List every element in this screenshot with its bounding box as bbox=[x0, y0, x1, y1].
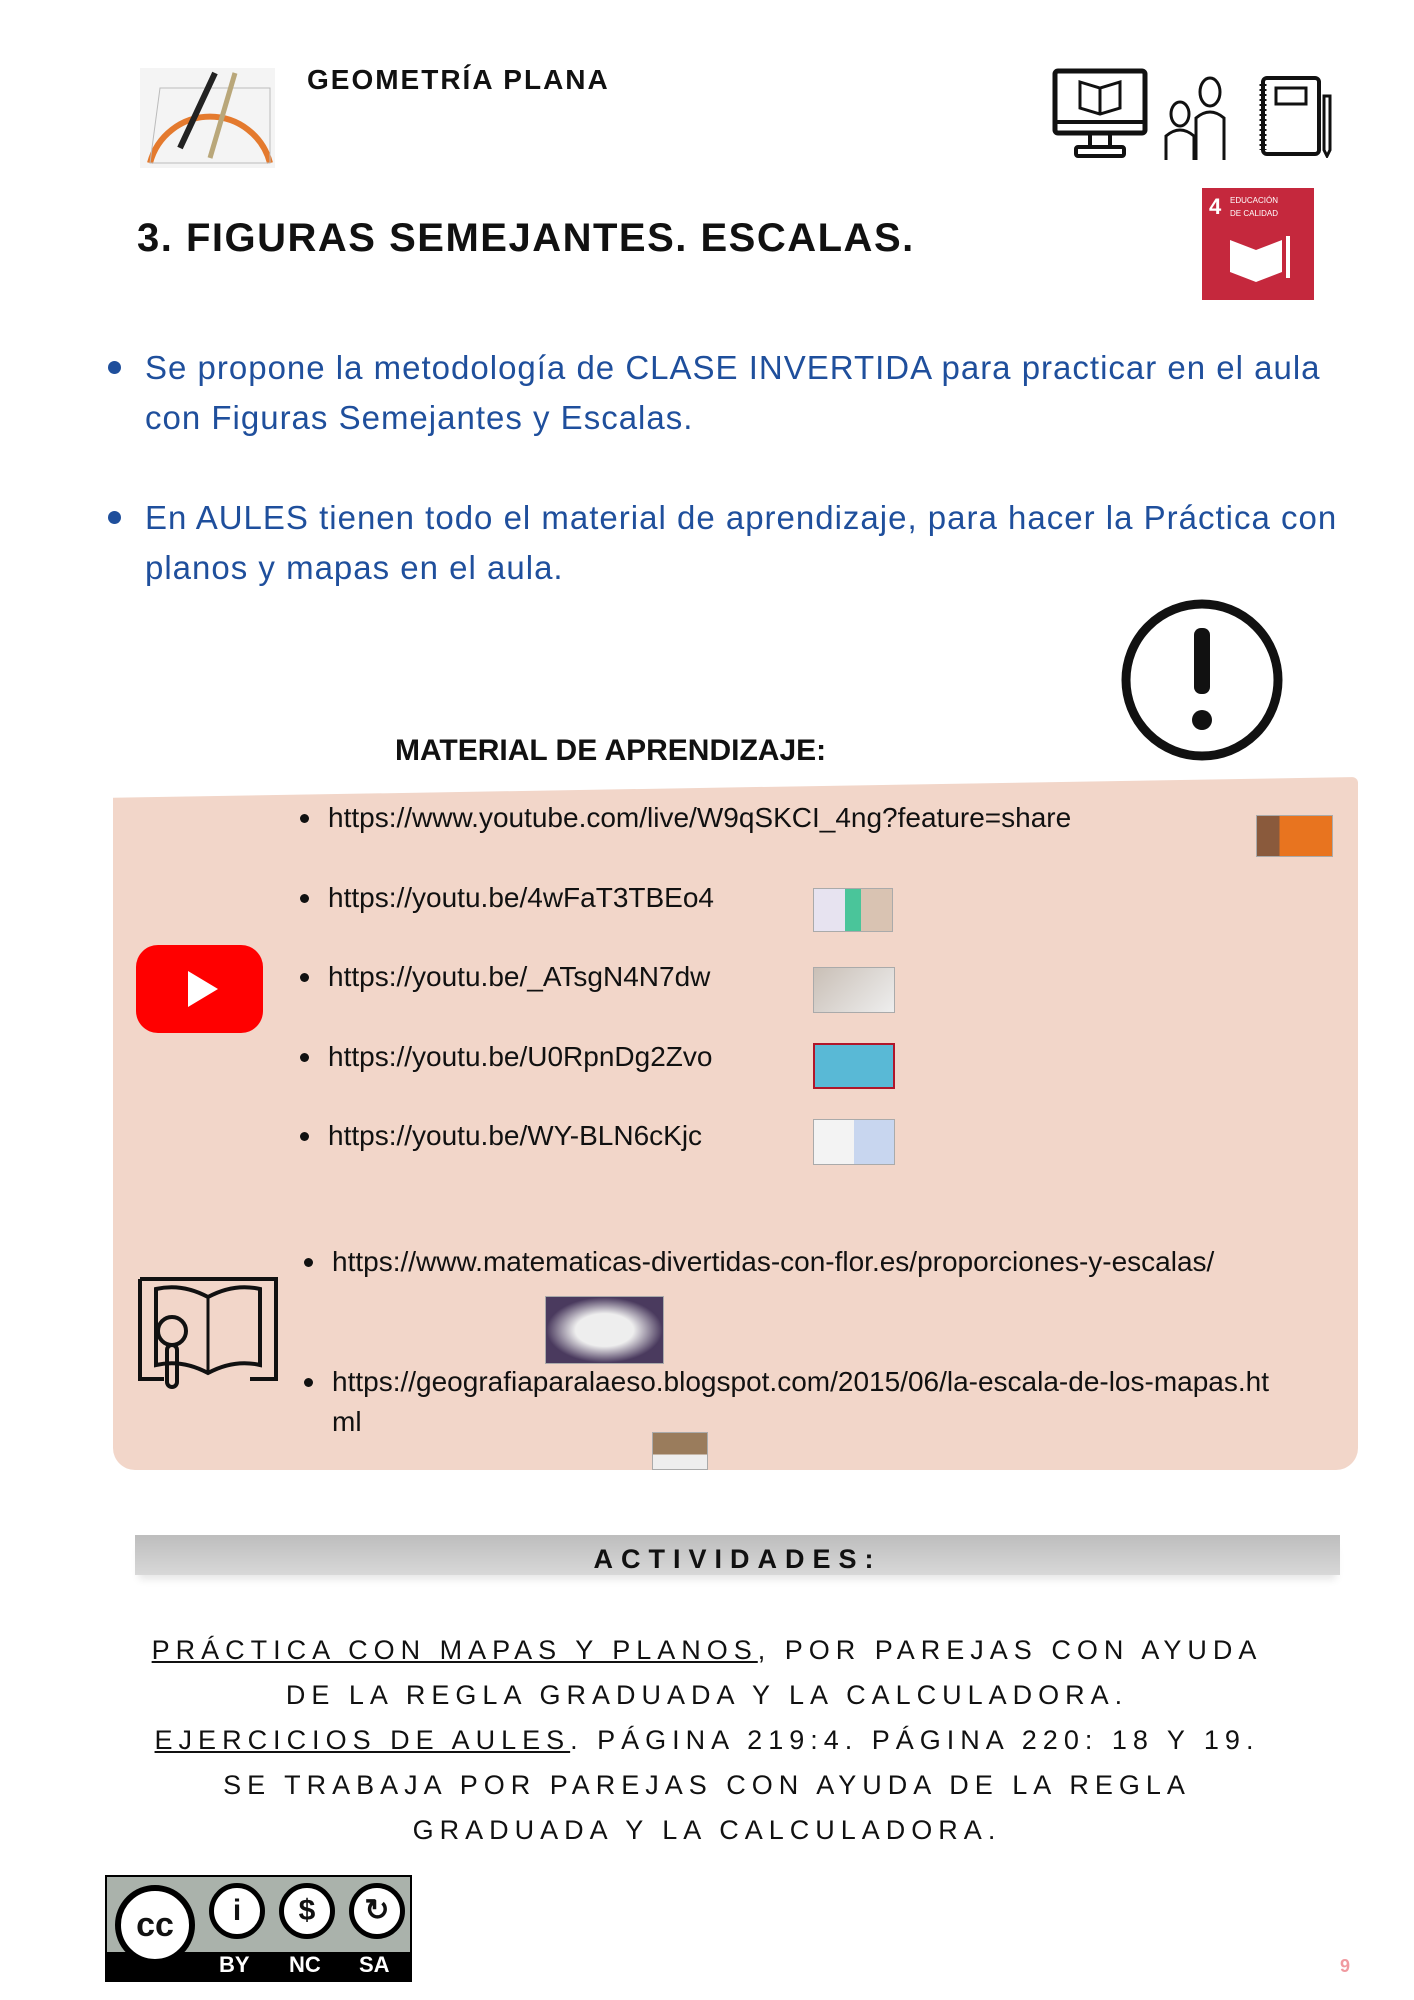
sa-icon: ↻ bbox=[349, 1883, 405, 1939]
bullet-text: Se propone la metodología de CLASE INVERTIDA para practicar en el aula con Figuras Semejantes y Escalas. bbox=[145, 349, 1321, 436]
practice-link[interactable]: PRÁCTICA CON MAPAS Y PLANOS bbox=[151, 1635, 758, 1665]
by-label: BY bbox=[219, 1952, 250, 1977]
sdg-label-1: EDUCACIÓN bbox=[1230, 196, 1279, 205]
cc-icon bbox=[115, 1885, 195, 1965]
sdg-number: 4 bbox=[1209, 194, 1222, 219]
youtube-icon bbox=[136, 945, 263, 1033]
web-thumbnail[interactable] bbox=[545, 1296, 664, 1364]
link-text[interactable]: https://youtu.be/WY-BLN6cKjc bbox=[328, 1120, 703, 1151]
notebook-icon bbox=[1258, 76, 1334, 163]
activity-line bbox=[37, 1628, 1377, 1673]
page-title: 3. FIGURAS SEMEJANTES. ESCALAS. bbox=[137, 216, 915, 260]
video-thumbnail[interactable] bbox=[813, 967, 895, 1013]
sdg-label-2: DE CALIDAD bbox=[1230, 209, 1279, 218]
activity-text: , POR PAREJAS CON AYUDA bbox=[757, 1635, 1263, 1665]
web-thumbnail[interactable] bbox=[652, 1432, 708, 1470]
activity-line: SE TRABAJA POR PAREJAS CON AYUDA DE LA REGLA bbox=[223, 1770, 1191, 1800]
web-link[interactable] bbox=[332, 1242, 1332, 1282]
link-text[interactable]: https://www.matematicas-divertidas-con-flor.es/proporciones-y-escalas/ bbox=[332, 1246, 1215, 1277]
video-thumbnail[interactable] bbox=[813, 1043, 895, 1089]
sa-label: SA bbox=[359, 1952, 390, 1977]
computer-book-icon bbox=[1052, 68, 1148, 165]
link-text[interactable]: https://www.youtube.com/live/W9qSKCI_4ng?feature=share bbox=[328, 802, 1072, 833]
by-icon: i bbox=[209, 1883, 265, 1939]
subject-header: GEOMETRÍA PLANA bbox=[307, 64, 610, 95]
exclamation-icon bbox=[1120, 598, 1284, 767]
video-thumbnail[interactable] bbox=[813, 1119, 895, 1165]
bullet-dot bbox=[304, 1258, 313, 1267]
book-search-icon bbox=[136, 1275, 280, 1398]
activity-line: GRADUADA Y LA CALCULADORA. bbox=[412, 1815, 1002, 1845]
link-text[interactable]: https://youtu.be/U0RpnDg2Zvo bbox=[328, 1041, 713, 1072]
bullet-dot bbox=[108, 511, 121, 524]
bullet-item bbox=[108, 343, 1338, 443]
bullet-dot bbox=[108, 361, 121, 374]
nc-icon: $ bbox=[279, 1883, 335, 1939]
bullet-dot bbox=[300, 1132, 309, 1141]
link-text[interactable]: https://youtu.be/4wFaT3TBEo4 bbox=[328, 882, 714, 913]
video-thumbnail[interactable] bbox=[1256, 815, 1333, 857]
cc-text: cc bbox=[136, 1906, 174, 1944]
activities-heading: ACTIVIDADES: bbox=[135, 1535, 1340, 1575]
video-link[interactable] bbox=[328, 957, 710, 997]
activity-line bbox=[37, 1718, 1377, 1763]
bullet-dot bbox=[300, 894, 309, 903]
link-text[interactable]: https://youtu.be/_ATsgN4N7dw bbox=[328, 961, 711, 992]
bullet-dot bbox=[300, 1053, 309, 1062]
web-link[interactable] bbox=[332, 1362, 1332, 1442]
book-pencil-icon bbox=[1226, 232, 1292, 288]
geometry-tools-image bbox=[140, 68, 275, 168]
bullet-item bbox=[108, 493, 1338, 593]
people-icon bbox=[1160, 76, 1240, 165]
video-link[interactable] bbox=[328, 1037, 712, 1077]
video-thumbnail[interactable] bbox=[813, 888, 893, 932]
sdg-4-badge bbox=[1202, 188, 1314, 300]
video-link[interactable] bbox=[328, 1116, 702, 1156]
link-text[interactable]: https://geografiaparalaeso.blogspot.com/2015/06/la-escala-de-los-mapas.html bbox=[332, 1366, 1270, 1437]
bullet-dot bbox=[300, 814, 309, 823]
aules-exercises-link[interactable]: EJERCICIOS DE AULES bbox=[154, 1725, 571, 1755]
cc-license-badge bbox=[105, 1875, 412, 1982]
page-number: 9 bbox=[1340, 1956, 1351, 1976]
nc-label: NC bbox=[289, 1952, 321, 1977]
video-link[interactable] bbox=[328, 798, 1071, 838]
material-heading: MATERIAL DE APRENDIZAJE: bbox=[395, 734, 827, 767]
bullet-dot bbox=[300, 973, 309, 982]
activity-line: DE LA REGLA GRADUADA Y LA CALCULADORA. bbox=[285, 1680, 1129, 1710]
bullet-text: En AULES tienen todo el material de aprendizaje, para hacer la Práctica con planos y mapas en el aula. bbox=[145, 499, 1338, 586]
activity-text: . PÁGINA 219:4. PÁGINA 220: 18 Y 19. bbox=[570, 1725, 1260, 1755]
video-link[interactable] bbox=[328, 878, 714, 918]
bullet-dot bbox=[304, 1378, 313, 1387]
